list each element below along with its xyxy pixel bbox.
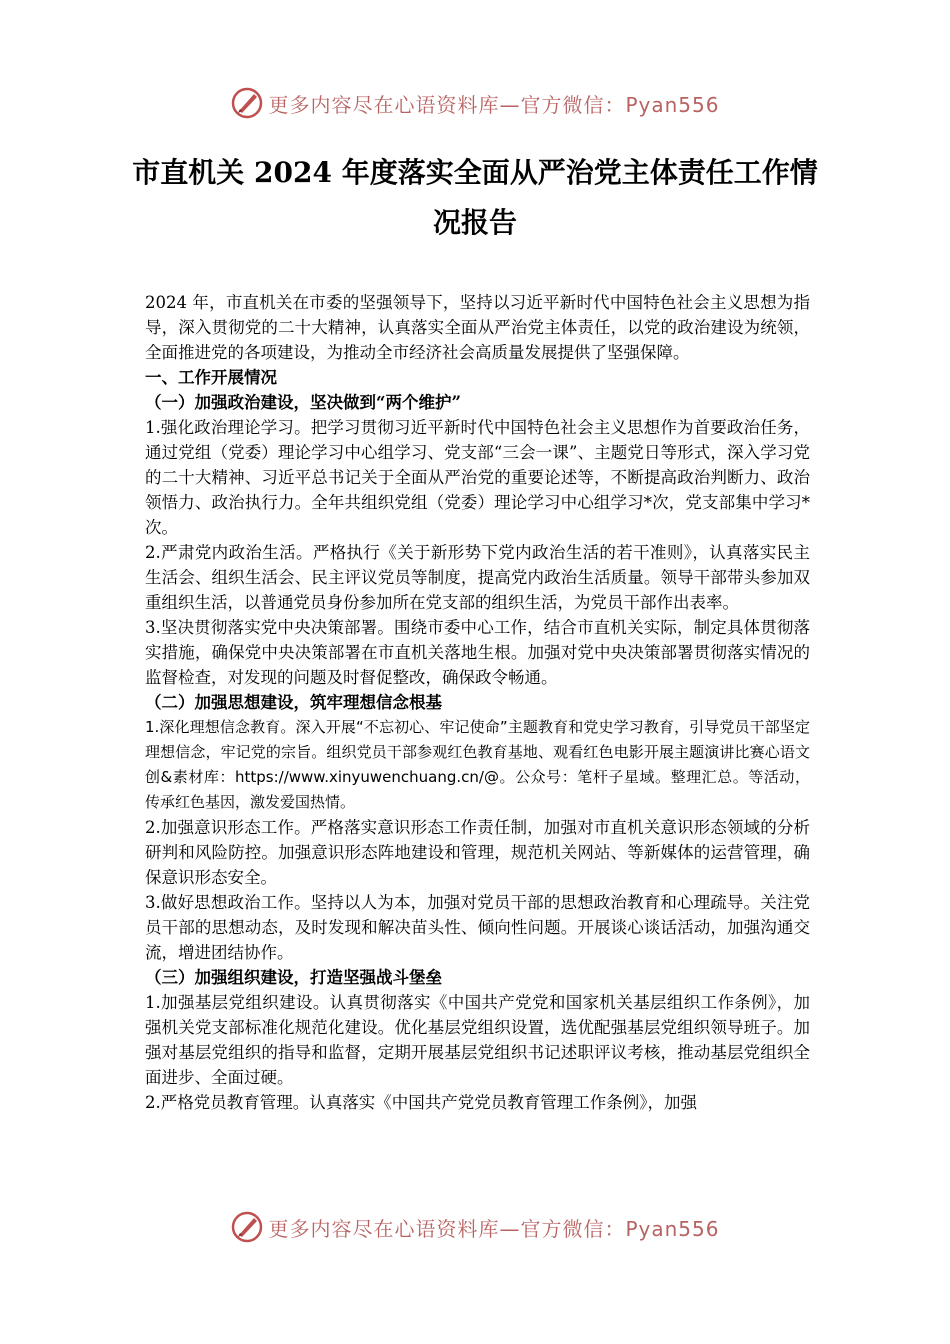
pen-logo-icon xyxy=(230,86,264,120)
body-paragraph: 1.加强基层党组织建设。认真贯彻落实《中国共产党党和国家机关基层组织工作条例》，加强机关党支部标准化规范化建设。优化基层党组织设置，选优配强基层党组织领导班子。加强对基层党组织的指导和监督，定期开展基层党组织书记述职评议考核，推动基层党组织全面进步、全面过硬。 xyxy=(145,993,810,1087)
document-body xyxy=(145,290,810,1115)
body-paragraph: 2.严肃党内政治生活。严格执行《关于新形势下党内政治生活的若干准则》，认真落实民主生活会、组织生活会、民主评议党员等制度，提高党内政治生活质量。领导干部带头参加双重组织生活，以普通党员身份参加所在党支部的组织生活，为党员干部作出表率。 xyxy=(145,543,810,612)
body-paragraph: 3.坚决贯彻落实党中央决策部署。围绕市委中心工作，结合市直机关实际，制定具体贯彻落实措施，确保党中央决策部署在市直机关落地生根。加强对党中央决策部署贯彻落实情况的监督检查，对发现的问题及时督促整改，确保政令畅通。 xyxy=(145,618,810,687)
body-paragraph: 3.做好思想政治工作。坚持以人为本，加强对党员干部的思想政治教育和心理疏导。关注党员干部的思想动态，及时发现和解决苗头性、倾向性问题。开展谈心谈话活动，加强沟通交流，增进团结协作。 xyxy=(145,893,810,962)
header-watermark-banner xyxy=(0,83,950,123)
watermark-text: 更多内容尽在心语资料库—官方微信：Pyan556 xyxy=(268,92,720,117)
body-paragraph: 1.深化理想信念教育。深入开展“不忘初心、牢记使命”主题教育和党史学习教育，引导党员干部坚定理想信念，牢记党的宗旨。组织党员干部参观红色教育基地、观看红色电影开展主题演讲比赛心语文创&素材库：https://www.xinyuwenchuang.cn/@。公众号：笔杆子星域。整理汇总。等活动，传承红色基因，激发爱国热情。 xyxy=(145,718,810,811)
subsection-heading: （二）加强思想建设，筑牢理想信念根基 xyxy=(145,693,442,712)
section-heading: 一、工作开展情况 xyxy=(145,368,277,387)
body-paragraph: 2.加强意识形态工作。严格落实意识形态工作责任制，加强对市直机关意识形态领域的分析研判和风险防控。加强意识形态阵地建设和管理，规范机关网站、等新媒体的运营管理，确保意识形态安全。 xyxy=(145,818,810,887)
footer-watermark-banner xyxy=(0,1207,950,1247)
subsection-heading: （三）加强组织建设，打造坚强战斗堡垒 xyxy=(145,968,442,987)
document-title: 市直机关 2024 年度落实全面从严治党主体责任工作情况报告 xyxy=(132,156,818,239)
body-paragraph: 1.强化政治理论学习。把学习贯彻习近平新时代中国特色社会主义思想作为首要政治任务，通过党组（党委）理论学习中心组学习、党支部“三会一课”、主题党日等形式，深入学习党的二十大精神、习近平总书记关于全面从严治党的重要论述等，不断提高政治判断力、政治领悟力、政治执行力。全年共组织党组（党委）理论学习中心组学习*次，党支部集中学习*次。 xyxy=(145,418,810,537)
intro-paragraph: 2024 年，市直机关在市委的坚强领导下，坚持以习近平新时代中国特色社会主义思想为指导，深入贯彻党的二十大精神，认真落实全面从严治党主体责任，以党的政治建设为统领，全面推进党的各项建设，为推动全市经济社会高质量发展提供了坚强保障。 xyxy=(145,293,810,362)
pen-logo-icon xyxy=(230,1210,264,1244)
watermark-text: 更多内容尽在心语资料库—官方微信：Pyan556 xyxy=(268,1216,720,1241)
body-paragraph: 2.严格党员教育管理。认真落实《中国共产党党员教育管理工作条例》，加强 xyxy=(145,1093,697,1112)
subsection-heading: （一）加强政治建设，坚决做到“两个维护” xyxy=(145,393,461,412)
